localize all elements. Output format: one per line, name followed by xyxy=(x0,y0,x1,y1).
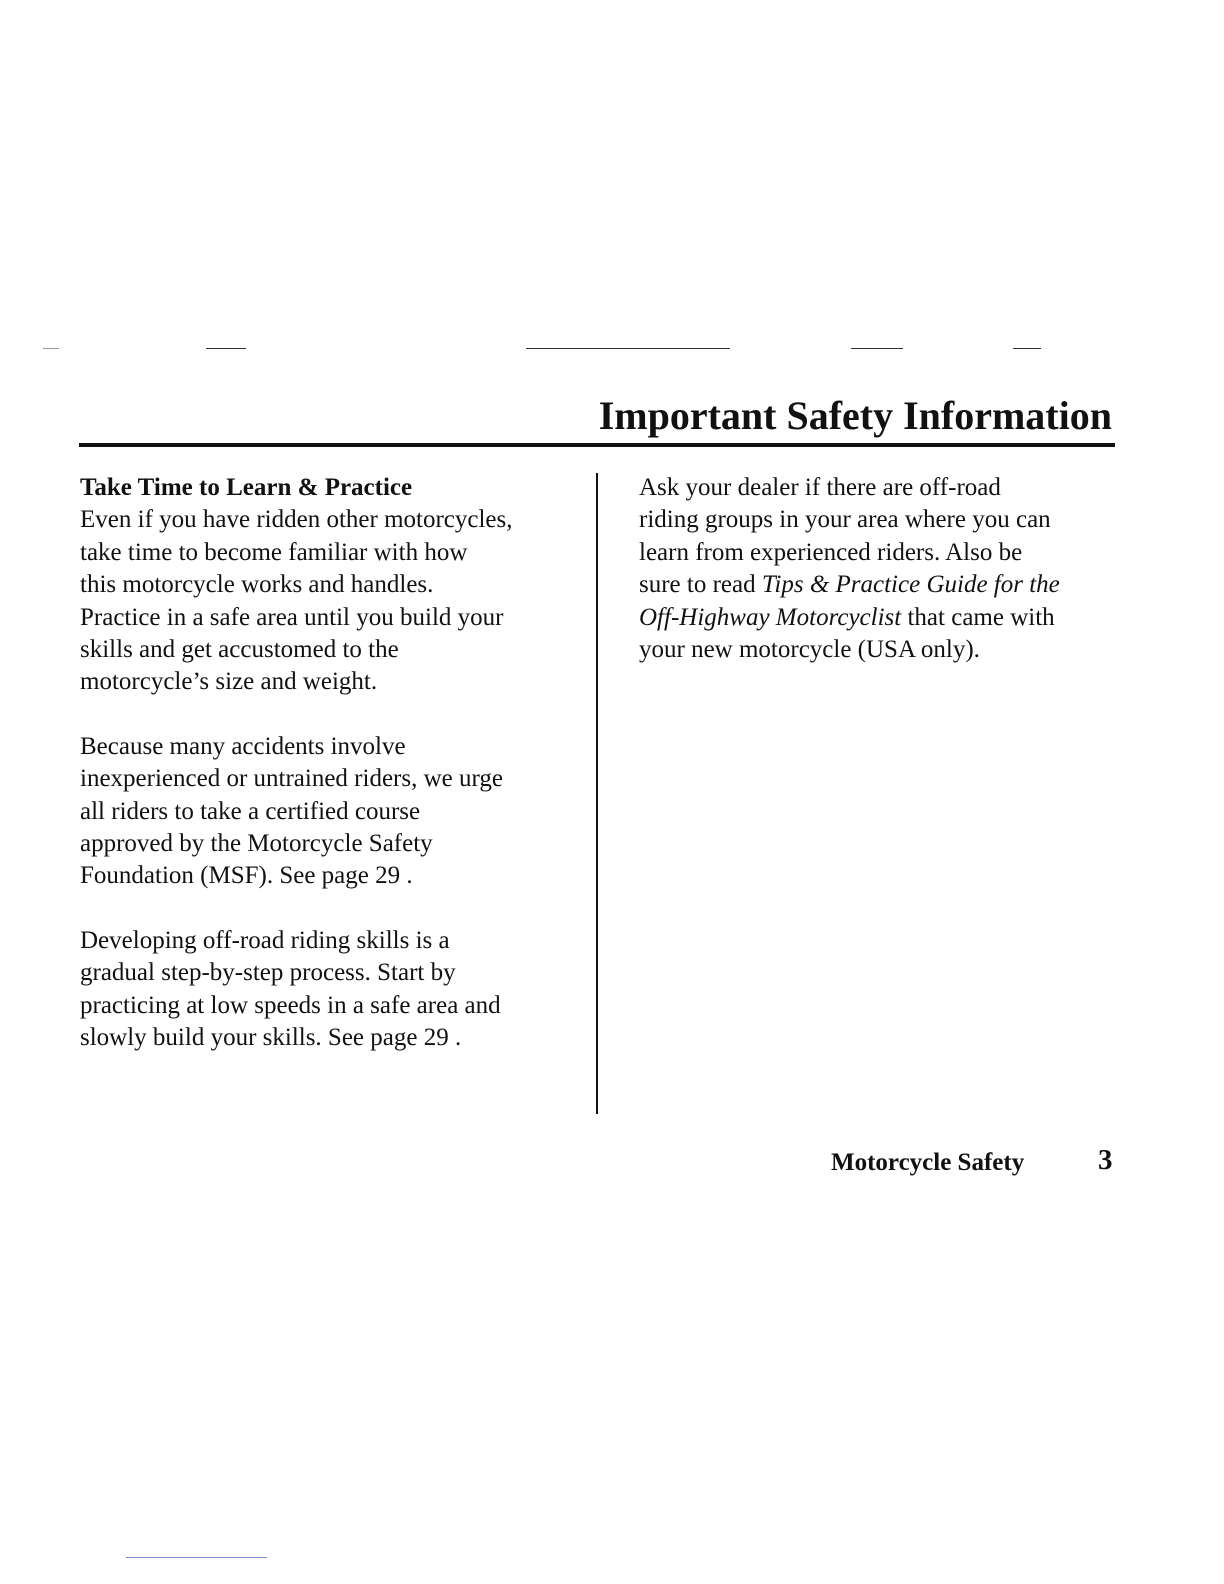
paragraph-gap xyxy=(80,893,570,925)
right-column xyxy=(639,472,1129,666)
scan-dash xyxy=(206,348,246,349)
paragraph-skills-process xyxy=(80,925,570,1055)
text-line: riding groups in your area where you can xyxy=(639,506,1051,534)
text-line xyxy=(639,602,1129,634)
page-title: Important Safety Information xyxy=(598,393,1112,438)
text-line: Practice in a safe area until you build your xyxy=(80,603,504,631)
text-fragment: that came with xyxy=(901,603,1055,631)
text-line: this motorcycle works and handles. xyxy=(80,571,434,599)
text-line: learn from experienced riders. Also be xyxy=(639,538,1023,566)
paragraph-riding-groups xyxy=(639,472,1129,666)
book-title: Tips & Practice Guide for the xyxy=(761,571,1060,599)
scan-dash xyxy=(1013,348,1041,349)
text-line: Even if you have ridden other motorcycles, xyxy=(80,506,513,534)
text-line: skills and get accustomed to the xyxy=(80,636,399,664)
text-line: inexperienced or untrained riders, we urge xyxy=(80,765,503,793)
bottom-edge-line xyxy=(126,1557,267,1558)
scan-dash xyxy=(526,348,730,349)
text-line: take time to become familiar with how xyxy=(80,538,468,566)
column-divider xyxy=(596,473,598,1114)
text-line: practicing at low speeds in a safe area and xyxy=(80,991,501,1019)
text-line: motorcycle’s size and weight. xyxy=(80,668,378,696)
book-title: Off-Highway Motorcyclist xyxy=(639,603,902,631)
paragraph-certified-course xyxy=(80,731,570,893)
text-line: Developing off-road riding skills is a xyxy=(80,926,450,954)
text-line: Ask your dealer if there are off-road xyxy=(639,474,1001,501)
text-fragment: sure to read xyxy=(639,571,762,599)
left-column xyxy=(80,472,570,1055)
scan-dash xyxy=(43,348,59,349)
page-number: 3 xyxy=(1098,1144,1113,1176)
text-line: approved by the Motorcycle Safety xyxy=(80,830,433,858)
footer-section-name: Motorcycle Safety xyxy=(831,1149,1025,1176)
text-line: your new motorcycle (USA only). xyxy=(639,636,980,664)
text-line: Foundation (MSF). See page 29 . xyxy=(80,862,413,890)
text-line: all riders to take a certified course xyxy=(80,797,421,825)
paragraph-familiarize xyxy=(80,504,570,698)
paragraph-gap xyxy=(80,699,570,731)
title-rule xyxy=(79,443,1115,447)
scan-dash xyxy=(851,348,903,349)
text-line xyxy=(639,569,1129,601)
section-heading: Take Time to Learn & Practice xyxy=(80,474,413,501)
text-line: slowly build your skills. See page 29 . xyxy=(80,1024,462,1052)
text-line: Because many accidents involve xyxy=(80,732,406,760)
text-line: gradual step-by-step process. Start by xyxy=(80,959,456,987)
